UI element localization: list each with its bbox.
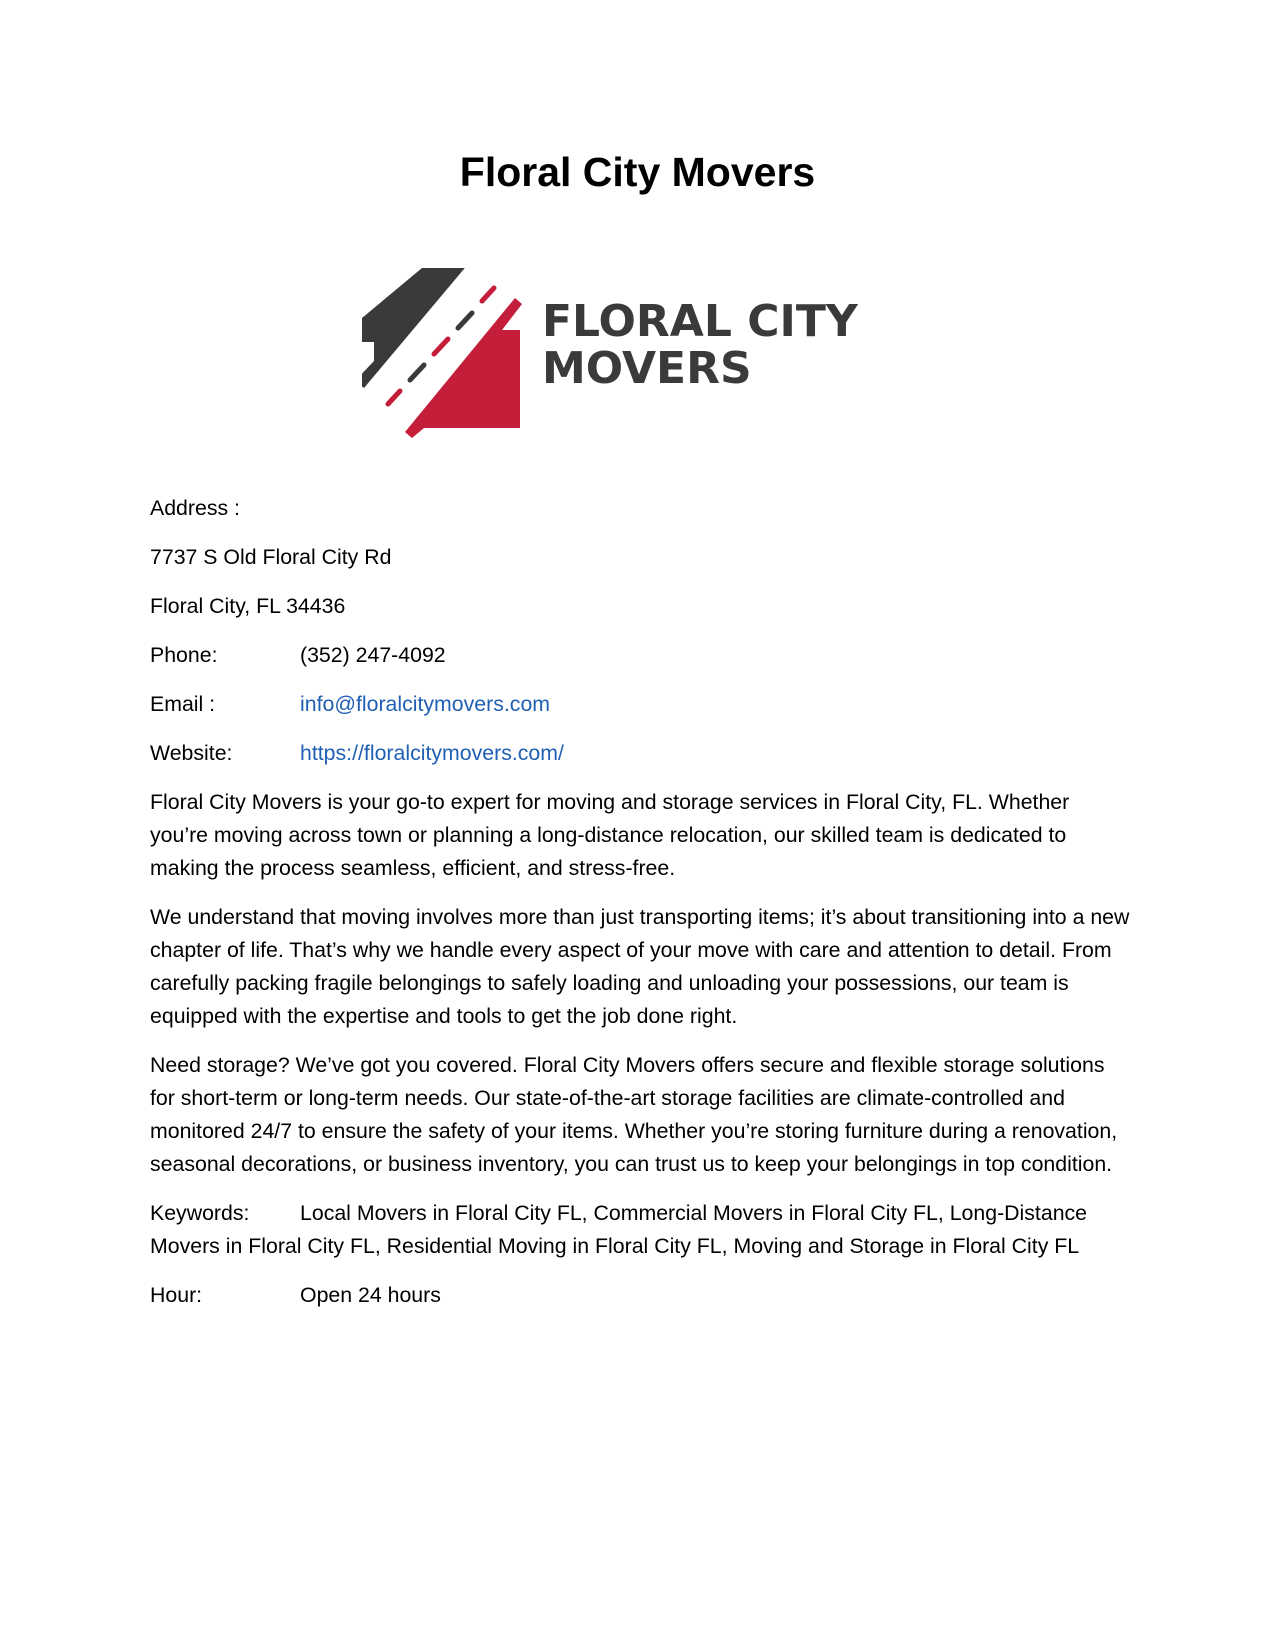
website-link[interactable]: https://floralcitymovers.com/ [300,741,564,765]
paragraph-storage: Need storage? We’ve got you covered. Floral City Movers offers secure and flexible storage solutions for short-term or long-term needs. Our state-of-the-art storage facilities are climate-controlled and monitored 24/7 to ensure the safety of your items. Whether you’re storing furniture during a renovation, seasonal decorations, or business inventory, you can trust us to keep your belongings in top condition. [150,1053,1118,1176]
company-logo [362,268,892,448]
website-row [150,737,1130,770]
logo-text-line2: MOVERS [542,343,752,394]
logo-graphic [362,268,892,448]
keywords-value: Local Movers in Floral City FL, Commercial Movers in Floral City FL, Long-Distance Movers in Floral City FL, Residential Moving in Floral City FL, Moving and Storage in Floral City FL [150,1201,1088,1258]
logo-dark-roof-icon [362,268,469,388]
email-row [150,688,1130,721]
email-link[interactable]: info@floralcitymovers.com [300,692,551,716]
keywords-block [150,1197,1130,1263]
address-city: Floral City, FL 34436 [150,594,346,618]
email-label: Email : [150,692,216,716]
document-body [150,492,1130,1328]
logo-text-line1: FLORAL CITY [542,296,858,347]
paragraph-intro: Floral City Movers is your go-to expert for moving and storage services in Floral City, FL. Whether you’re moving across town or planning a long-distance relocation, our skilled team is dedicated to making the process seamless, efficient, and stress-free. [150,790,1070,880]
phone-label: Phone: [150,643,218,667]
keywords-label: Keywords: [150,1201,250,1225]
address-label: Address : [150,496,240,520]
phone-value: (352) 247-4092 [300,643,446,667]
hours-value: Open 24 hours [300,1283,441,1307]
paragraph-services: We understand that moving involves more than just transporting items; it’s about transitioning into a new chapter of life. That’s why we handle every aspect of your move with care and attention to detail. From carefully packing fragile belongings to safely loading and unloading your possessions, our team is equipped with the expertise and tools to get the job done right. [150,905,1130,1028]
hours-row [150,1279,1130,1312]
phone-row [150,639,1130,672]
website-label: Website: [150,741,233,765]
page-title: Floral City Movers [459,149,816,195]
address-street: 7737 S Old Floral City Rd [150,545,392,569]
hours-label: Hour: [150,1283,203,1307]
